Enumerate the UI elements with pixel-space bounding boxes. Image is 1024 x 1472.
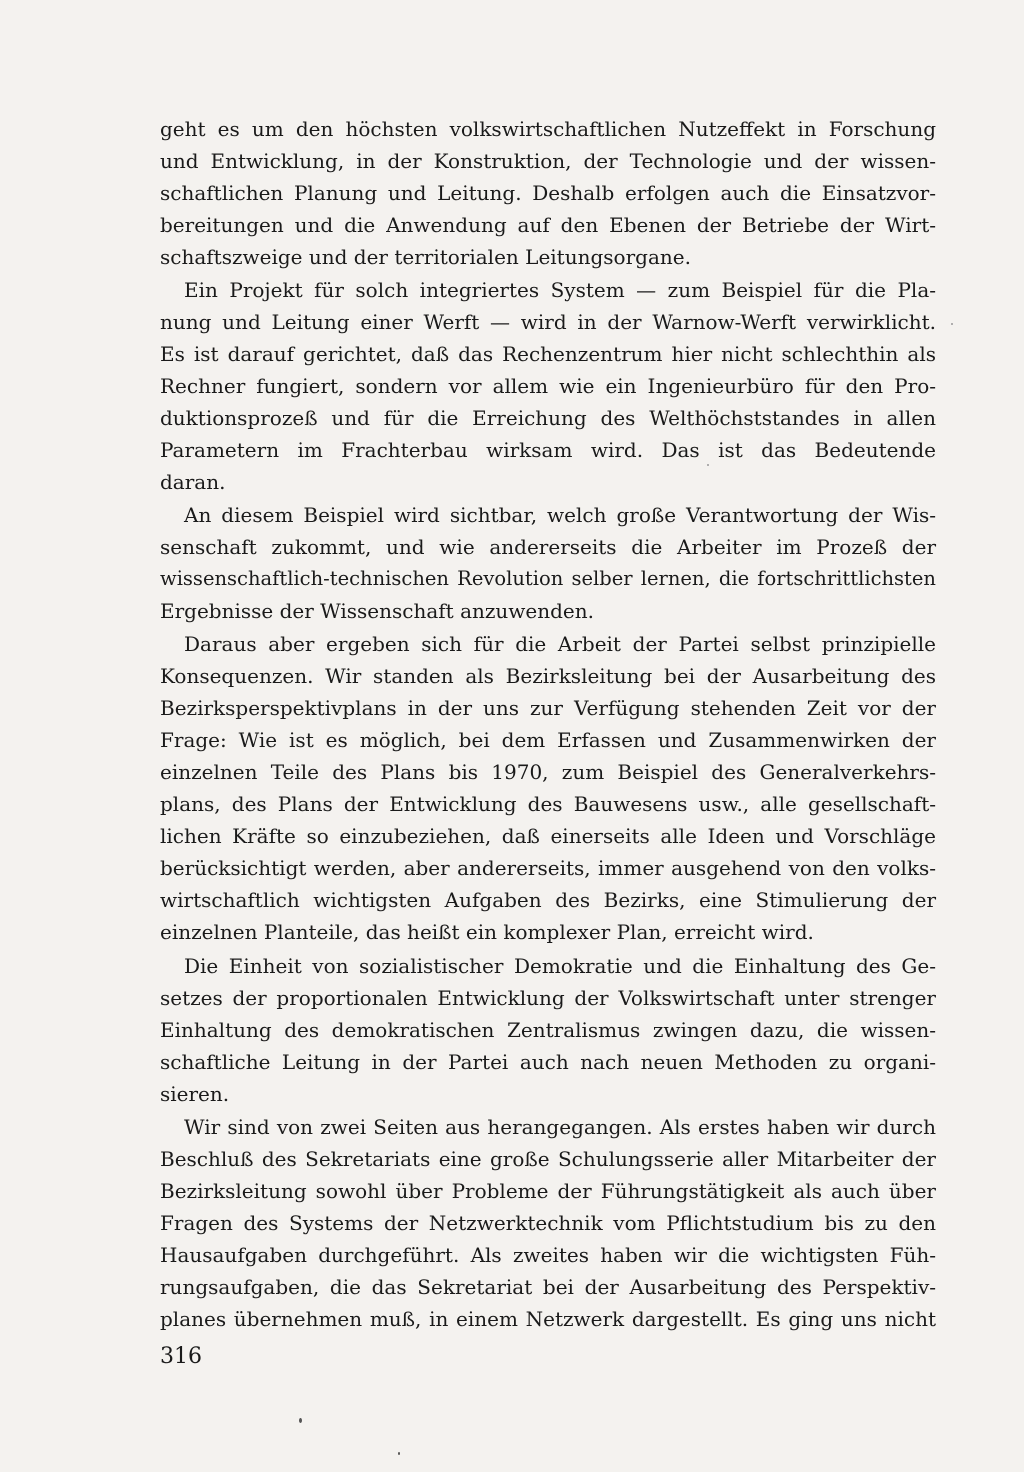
text-line: geht es um den höchsten volkswirtschaftlichen Nutzeffekt in Forschung <box>160 117 936 141</box>
text-line: plans, des Plans der Entwicklung des Bauwesens usw., alle gesellschaft- <box>160 792 936 816</box>
text-line: Beschluß des Sekretariats eine große Schulungsserie aller Mitarbeiter der <box>160 1147 936 1171</box>
text-line: Einhaltung des demokratischen Zentralismus zwingen dazu, die wissen- <box>160 1018 936 1042</box>
scan-speck <box>951 323 953 325</box>
text-line: nung und Leitung einer Werft — wird in der Warnow-Werft verwirklicht. <box>160 310 936 334</box>
text-line: Fragen des Systems der Netzwerktechnik vom Pflichtstudium bis zu den <box>160 1211 936 1235</box>
text-line: setzes der proportionalen Entwicklung der Volkswirtschaft unter strenger <box>160 986 936 1010</box>
text-line: berücksichtigt werden, aber andererseits, immer ausgehend von den volks- <box>160 856 936 880</box>
text-line: Bezirksperspektivplans in der uns zur Verfügung stehenden Zeit vor der <box>160 696 936 720</box>
scan-speck <box>707 464 709 466</box>
text-line: schaftszweige und der territorialen Leitungsorgane. <box>160 245 691 269</box>
text-line: Parametern im Frachterbau wirksam wird. Das ist das Bedeutende <box>160 438 936 462</box>
text-line: senschaft zukommt, und wie andererseits die Arbeiter im Prozeß der <box>160 535 936 559</box>
scan-speck <box>299 1418 302 1423</box>
text-line: einzelnen Planteile, das heißt ein komplexer Plan, erreicht wird. <box>160 920 814 944</box>
text-line: schaftliche Leitung in der Partei auch nach neuen Methoden zu organi- <box>160 1050 936 1074</box>
text-line: Hausaufgaben durchgeführt. Als zweites haben wir die wichtigsten Füh- <box>160 1243 936 1267</box>
text-line: schaftlichen Planung und Leitung. Deshalb erfolgen auch die Einsatzvor- <box>160 181 936 205</box>
text-line: sieren. <box>160 1082 230 1106</box>
text-line: Rechner fungiert, sondern vor allem wie ein Ingenieurbüro für den Pro- <box>160 374 936 398</box>
text-line: Konsequenzen. Wir standen als Bezirksleitung bei der Ausarbeitung des <box>160 664 936 688</box>
text-line: einzelnen Teile des Plans bis 1970, zum Beispiel des Generalverkehrs- <box>160 760 936 784</box>
text-line: wissenschaftlich-technischen Revolution selber lernen, die fortschrittlichsten <box>160 567 936 590</box>
text-line: Es ist darauf gerichtet, daß das Rechenzentrum hier nicht schlechthin als <box>160 342 936 366</box>
text-line: rungsaufgaben, die das Sekretariat bei der Ausarbeitung des Perspektiv- <box>160 1275 936 1299</box>
text-line: lichen Kräfte so einzubeziehen, daß einerseits alle Ideen und Vorschläge <box>160 824 936 848</box>
text-line: daran. <box>160 470 226 494</box>
text-line: bereitungen und die Anwendung auf den Ebenen der Betriebe der Wirt- <box>160 213 936 237</box>
text-line: Wir sind von zwei Seiten aus herangegangen. Als erstes haben wir durch <box>184 1115 936 1139</box>
page-number: 316 <box>160 1344 202 1369</box>
text-line: Bezirksleitung sowohl über Probleme der Führungstätigkeit als auch über <box>160 1179 936 1203</box>
text-line: An diesem Beispiel wird sichtbar, welch große Verantwortung der Wis- <box>184 503 936 527</box>
text-line: Daraus aber ergeben sich für die Arbeit der Partei selbst prinzipielle <box>184 632 936 656</box>
text-line: duktionsprozeß und für die Erreichung des Welthöchststandes in allen <box>160 406 936 430</box>
text-line: und Entwicklung, in der Konstruktion, der Technologie und der wissen- <box>160 149 936 173</box>
scan-speck <box>398 1452 400 1455</box>
text-line: Die Einheit von sozialistischer Demokratie und die Einhaltung des Ge- <box>184 954 936 978</box>
text-line: Ein Projekt für solch integriertes System — zum Beispiel für die Pla- <box>184 278 936 302</box>
text-line: Ergebnisse der Wissenschaft anzuwenden. <box>160 599 595 623</box>
text-line: planes übernehmen muß, in einem Netzwerk dargestellt. Es ging uns nicht <box>160 1307 936 1331</box>
text-line: Frage: Wie ist es möglich, bei dem Erfassen und Zusammenwirken der <box>160 728 936 752</box>
text-line: wirtschaftlich wichtigsten Aufgaben des Bezirks, eine Stimulierung der <box>160 888 936 912</box>
